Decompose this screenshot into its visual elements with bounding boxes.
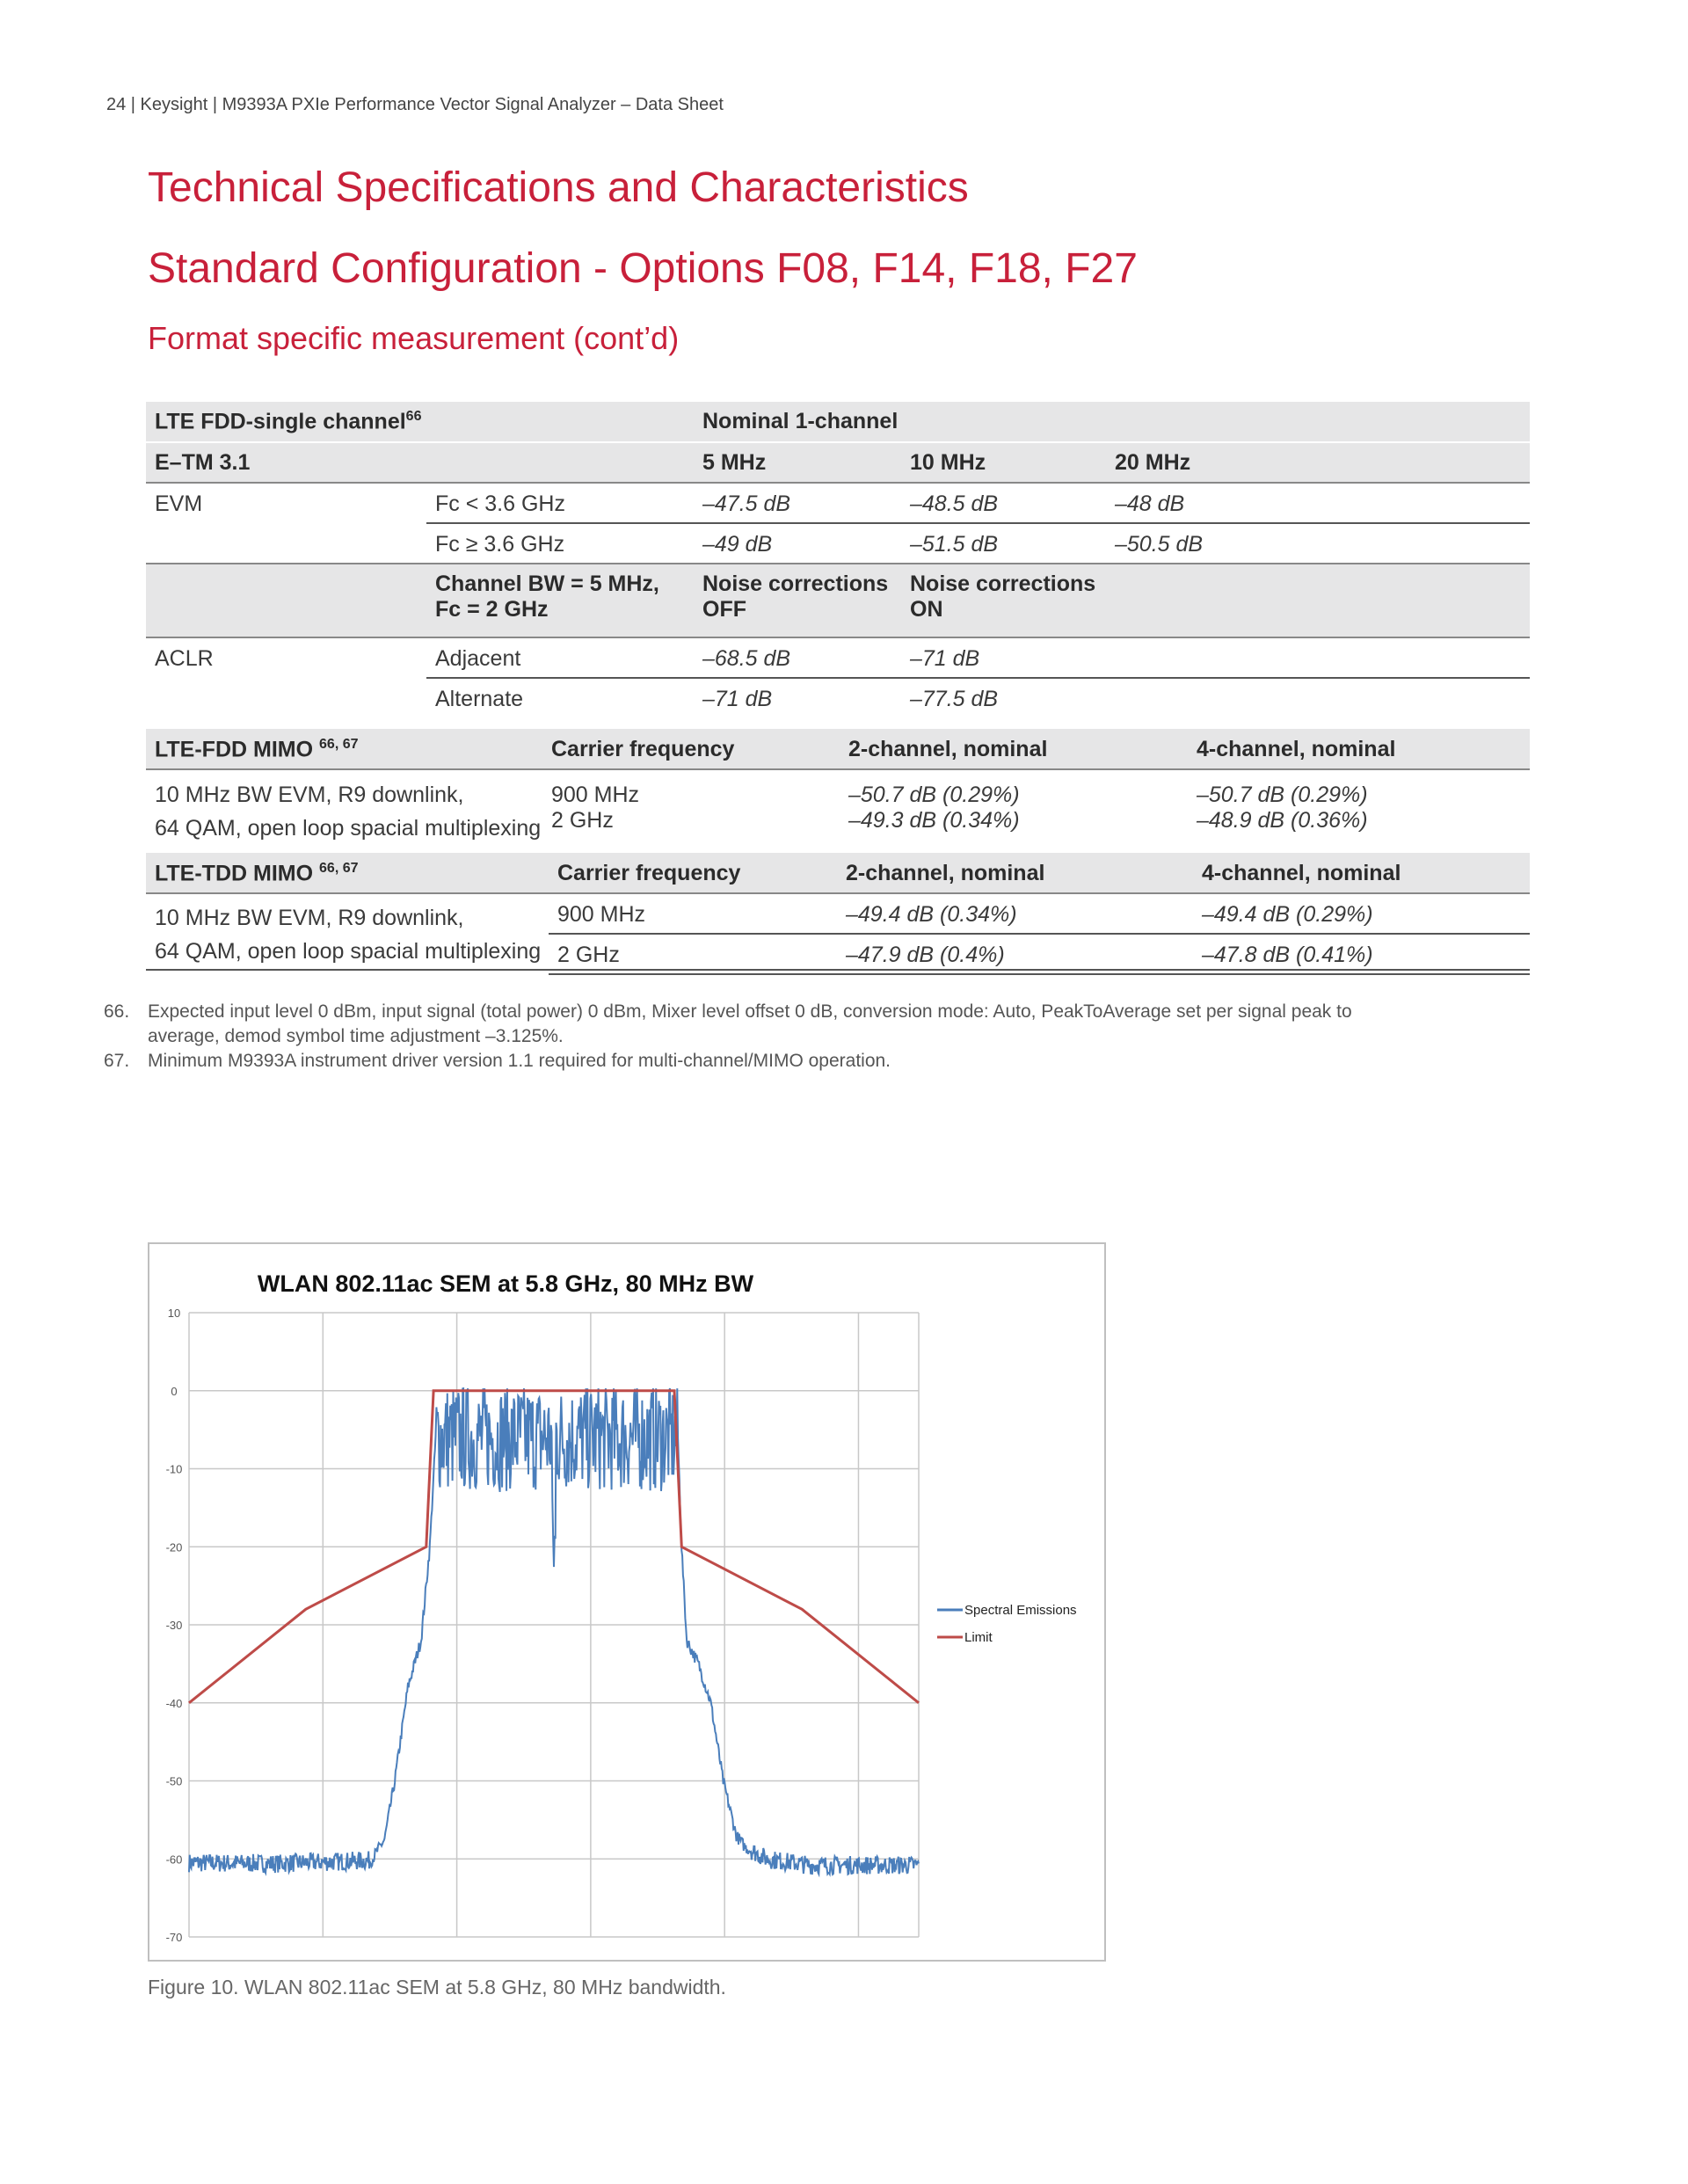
legend-label: Spectral Emissions [964,1603,1077,1618]
carrier-freq: 900 MHz [549,893,837,934]
two-channel-value: –49.3 dB (0.34%) [848,808,1020,833]
evm-value: –47.5 dB [694,483,901,523]
carrier-frequency-header: Carrier frequency [549,853,837,893]
chart-title: WLAN 802.11ac SEM at 5.8 GHz, 80 MHz BW [257,1270,754,1297]
bw-5-header: 5 MHz [694,442,901,483]
aclr-value: –71 dB [901,637,1106,678]
footnote-number: 67. [104,1051,130,1071]
series-spectral-emissions [189,1388,919,1875]
carrier-freq: 2 GHz [549,934,837,974]
footnote [104,1000,1510,1049]
y-tick-label: -40 [165,1696,183,1710]
aclr-value: –71 dB [702,687,773,711]
footnote-text: Minimum M9393A instrument driver version 1.1 required for multi-channel/MIMO operation. [148,1051,891,1071]
two-channel-header: 2-channel, nominal [837,853,1193,893]
y-tick-label: -30 [165,1619,183,1632]
mimo-description: 10 MHz BW EVM, R9 downlink, 64 QAM, open loop spacial multiplexing [155,783,542,841]
two-channel-value: –50.7 dB (0.29%) [848,783,1020,807]
carrier-freq: 2 GHz [551,808,614,833]
y-tick-label: 10 [167,1307,181,1320]
evm-value: –49 dB [702,532,773,557]
footnotes [104,1000,1510,1074]
aclr-cond-header: Channel BW = 5 MHz, Fc = 2 GHz [426,564,694,637]
two-channel-value: –47.9 dB (0.4%) [837,934,1193,974]
lte-fdd-mimo-table [146,729,1530,848]
y-tick-label: 0 [171,1384,178,1398]
page-title: Technical Specifications and Characteristics [148,164,969,211]
y-tick-label: -60 [165,1853,183,1867]
four-channel-value: –47.8 dB (0.41%) [1193,934,1530,974]
lte-tdd-mimo-table [146,853,1530,975]
y-tick-label: -50 [165,1774,183,1788]
bw-20-header: 20 MHz [1106,442,1530,483]
mimo-description: 10 MHz BW EVM, R9 downlink, 64 QAM, open loop spacial multiplexing [155,906,542,964]
footnote-text: Expected input level 0 dBm, input signal (total power) 0 dBm, Mixer level offset 0 dB, conversion mode: Auto, PeakToAverage set per signal peak to average, demod symbol time adjustment –3.125%. [148,1001,1352,1046]
evm-value: –48 dB [1106,483,1530,523]
aclr-cond: Alternate [435,687,524,711]
evm-value: –50.5 dB [1115,532,1204,557]
evm-value: –51.5 dB [910,532,999,557]
evm-cond: Fc ≥ 3.6 GHz [435,532,565,557]
lte-fdd-single-title: LTE FDD-single channel$^{66}$ [146,402,694,442]
two-channel-value: –49.4 dB (0.34%) [837,893,1193,934]
four-channel-value: –50.7 dB (0.29%) [1197,783,1368,807]
chart-series [189,1388,919,1875]
aclr-value: –68.5 dB [694,637,901,678]
evm-cond: Fc < 3.6 GHz [426,483,694,523]
footnote-number: 66. [104,1001,130,1022]
noise-on-header: Noise corrections ON [901,564,1106,637]
table-bottom-rule [146,969,1530,971]
noise-off-header: Noise corrections OFF [694,564,901,637]
lte-fdd-mimo-title: LTE-FDD MIMO $^{66, 67}$ [146,729,542,769]
chart-legend [937,1603,1077,1645]
four-channel-header: 4-channel, nominal [1193,853,1530,893]
lte-tdd-mimo-title: LTE-TDD MIMO $^{66, 67}$ [146,853,549,893]
four-channel-header: 4-channel, nominal [1188,729,1530,769]
y-tick-label: -10 [165,1462,183,1476]
y-tick-labels [166,1307,183,1944]
carrier-frequency-header: Carrier frequency [542,729,840,769]
figure-caption: Figure 10. WLAN 802.11ac SEM at 5.8 GHz, 80 MHz bandwidth. [148,1976,726,1998]
four-channel-value: –48.9 dB (0.36%) [1197,808,1368,833]
four-channel-value: –49.4 dB (0.29%) [1193,893,1530,934]
evm-value: –48.5 dB [901,483,1106,523]
legend-label: Limit [964,1630,993,1645]
aclr-value: –77.5 dB [910,687,999,711]
two-channel-header: 2-channel, nominal [840,729,1188,769]
y-tick-label: -20 [165,1540,183,1554]
sem-chart-frame [148,1242,1106,1962]
config-title: Standard Configuration - Options F08, F14, F18, F27 [148,245,1138,292]
carrier-freq: 900 MHz [551,783,640,807]
y-tick-label: -70 [165,1931,183,1944]
chart-grid [189,1313,919,1937]
etm-label: E–TM 3.1 [146,442,694,483]
aclr-label: ACLR [155,646,214,671]
bw-10-header: 10 MHz [901,442,1106,483]
nominal-header: Nominal 1-channel [694,402,1530,442]
aclr-cond: Adjacent [426,637,694,678]
page-header: 24 | Keysight | M9393A PXIe Performance Vector Signal Analyzer – Data Sheet [106,95,724,114]
lte-fdd-single-table [146,402,1530,718]
sem-chart [149,1244,1104,1960]
footnote [104,1049,1510,1074]
section-title: Format specific measurement (cont’d) [148,320,680,356]
evm-label: EVM [155,491,203,516]
